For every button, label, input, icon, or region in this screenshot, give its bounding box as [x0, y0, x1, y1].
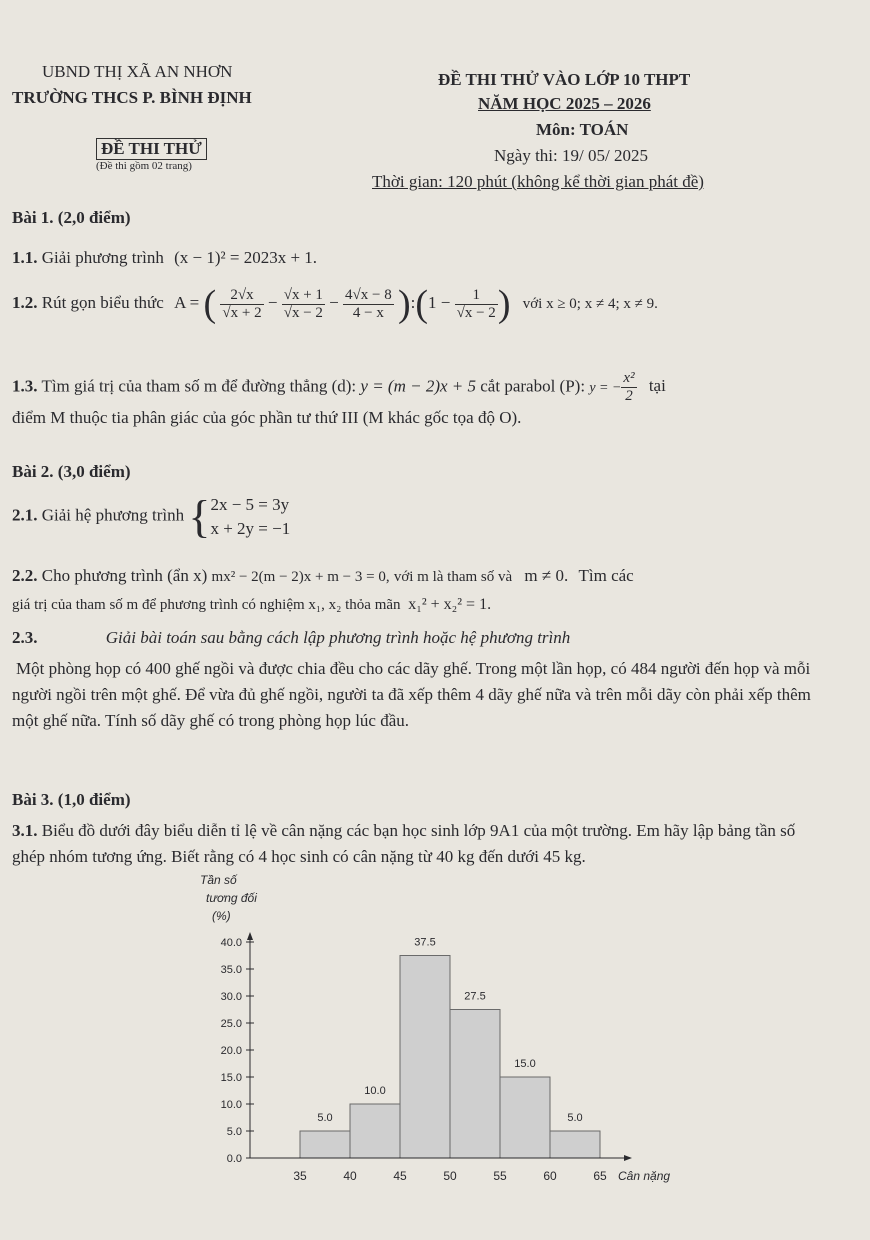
district-name: UBND THỊ XÃ AN NHƠN	[42, 62, 233, 81]
bar-value-label: 5.0	[567, 1112, 583, 1124]
question-text: Cho phương trình (ẩn x)	[41, 566, 208, 585]
question-label: 2.1.	[12, 505, 38, 525]
parabola-prefix: y = −	[589, 380, 622, 396]
denominator: √x − 2	[283, 304, 323, 321]
fraction-1	[220, 287, 263, 322]
x-axis-label: Cân nặng	[618, 1169, 671, 1183]
y-tick-label: 35.0	[220, 964, 242, 976]
question-label: 1.1.	[12, 248, 38, 267]
x-tick-label: 35	[293, 1169, 307, 1183]
exam-duration: Thời gian: 120 phút (không kể thời gian phát đề)	[372, 172, 704, 191]
bar-value-label: 15.0	[514, 1058, 536, 1070]
x-tick-label: 50	[443, 1169, 457, 1183]
y-axis-label-line: (%)	[212, 909, 231, 923]
question-text: Giải phương trình	[41, 248, 164, 267]
exam-type-label: ĐỀ THI THỬ	[96, 138, 207, 160]
histogram-bar	[350, 1104, 400, 1158]
histogram-bar	[400, 956, 450, 1159]
y-tick-label: 20.0	[220, 1045, 242, 1057]
histogram-bar	[500, 1077, 550, 1158]
section-3-title: Bài 3. (1,0 điểm)	[12, 790, 131, 809]
question-2-2	[12, 566, 634, 586]
x-tick-label: 40	[343, 1169, 357, 1183]
condition: m ≠ 0.	[524, 566, 569, 585]
question-text: Tìm giá trị của tham số m để đường thẳng (d):	[41, 376, 357, 396]
y-tick-label: 0.0	[226, 1153, 242, 1165]
question-text: giá trị của tham số m để phương trình có nghiệm x₁, x₂ thỏa mãn	[12, 597, 401, 613]
y-tick-label: 30.0	[220, 991, 242, 1003]
bar-value-label: 10.0	[364, 1085, 386, 1097]
numerator: 4√x − 8	[345, 286, 392, 303]
one-minus: 1 −	[428, 292, 451, 312]
y-axis-label	[200, 873, 257, 923]
line-equation: y = (m − 2)x + 5	[360, 376, 477, 396]
school-year: NĂM HỌC 2025 – 2026	[478, 94, 651, 113]
denominator: √x − 2	[456, 304, 496, 321]
question-text: Biểu đồ dưới đây biểu diễn tỉ lệ về cân nặng các bạn học sinh lớp 9A1 của một trường. Em hãy lập bảng tần số ghép nhóm tương ứng. Biết rằng có 4 học sinh có cân nặng từ 40 kg đến dưới 45 kg.	[12, 821, 796, 866]
paren-open: (	[203, 283, 217, 325]
paren-close: )	[497, 283, 511, 325]
question-1-3	[12, 370, 666, 405]
y-tick-label: 40.0	[220, 937, 242, 949]
paren-close: )	[397, 283, 411, 325]
histogram-bar	[550, 1131, 600, 1158]
question-3-1	[12, 818, 828, 870]
question-text: tại	[648, 376, 666, 396]
question-label: 3.1.	[12, 821, 38, 840]
question-label: 2.2.	[12, 566, 38, 585]
denominator: 4 − x	[352, 304, 384, 321]
weight-histogram	[190, 868, 690, 1198]
equation-2: x + 2y = −1	[210, 518, 291, 538]
equation: mx² − 2(m − 2)x + m − 3 = 0,	[211, 569, 390, 585]
bar-value-label: 5.0	[317, 1112, 333, 1124]
numerator: x²	[623, 370, 635, 386]
question-text: với m là tham số và	[393, 569, 513, 585]
pages-note: (Đề thi gồm 02 trang)	[96, 160, 192, 172]
question-text: Rút gọn biểu thức	[41, 292, 164, 312]
question-text: Giải hệ phương trình	[41, 505, 185, 525]
question-2-1	[12, 490, 290, 543]
x-tick-label: 65	[593, 1169, 607, 1183]
section-2-title: Bài 2. (3,0 điểm)	[12, 462, 131, 481]
condition: x₁² + x₂² = 1.	[408, 596, 492, 613]
equation: (x − 1)² = 2023x + 1.	[174, 248, 318, 267]
y-tick-label: 5.0	[226, 1126, 242, 1138]
question-2-2-line2	[12, 596, 491, 614]
numerator: √x + 1	[283, 286, 323, 303]
fraction-2	[282, 287, 325, 322]
y-tick-label: 25.0	[220, 1018, 242, 1030]
exam-date: Ngày thi: 19/ 05/ 2025	[494, 146, 648, 165]
system-brace: {	[188, 491, 211, 542]
y-tick-label: 10.0	[220, 1099, 242, 1111]
question-1-2: 1.2. Rút gọn biểu thức A = ( $\frac{2√x}{√x + 2}$ − $\frac{√x + 1}{√x - 2}$ − $\frac{4√x - 8}{4 - x}$ ):(1 − $\frac{1}{√x - 2}$ ) với x ≥ 0; x ≠ 4; x ≠ 9.	[12, 283, 658, 325]
fraction-3	[343, 287, 394, 322]
exam-title: ĐỀ THI THỬ VÀO LỚP 10 THPT	[438, 70, 691, 89]
y-axis-arrow	[247, 932, 253, 940]
equation-system	[210, 493, 290, 541]
y-axis-label-line: tương đối	[206, 891, 257, 905]
x-axis-arrow	[624, 1155, 632, 1161]
numerator: 1	[455, 287, 498, 305]
denominator: 2	[625, 388, 633, 404]
question-label: 1.3.	[12, 376, 38, 396]
parabola-fraction	[621, 370, 636, 405]
x-tick-label: 60	[543, 1169, 557, 1183]
histogram-bar	[450, 1010, 500, 1159]
y-axis-label-line: Tần số	[200, 873, 237, 887]
bar-value-label: 27.5	[464, 990, 486, 1003]
question-1-1	[12, 248, 317, 268]
question-text: cắt parabol (P):	[480, 376, 586, 396]
histogram-bar	[300, 1131, 350, 1158]
equation-1: 2x − 5 = 3y	[210, 494, 290, 514]
bar-value-label: 37.5	[414, 936, 436, 949]
y-tick-label: 15.0	[220, 1072, 242, 1084]
question-text: Tìm các	[578, 566, 634, 585]
x-tick-label: 45	[393, 1169, 407, 1183]
fraction-4	[455, 287, 498, 322]
denominator: √x + 2	[222, 304, 262, 321]
question-label: 2.3.	[12, 628, 38, 647]
condition: với x ≥ 0; x ≠ 4; x ≠ 9.	[522, 295, 658, 312]
paren-open: (	[415, 283, 429, 325]
question-1-3-line2: điểm M thuộc tia phân giác của góc phần tư thứ III (M khác gốc tọa độ O).	[12, 408, 522, 427]
section-1-title: Bài 1. (2,0 điểm)	[12, 208, 131, 227]
question-label: 1.2.	[12, 292, 38, 312]
subject: Môn: TOÁN	[536, 120, 629, 139]
expression-name: A =	[174, 292, 200, 312]
x-tick-label: 55	[493, 1169, 507, 1183]
question-instruction: Giải bài toán sau bằng cách lập phương trình hoặc hệ phương trình	[105, 628, 571, 647]
school-name: TRƯỜNG THCS P. BÌNH ĐỊNH	[12, 88, 252, 107]
question-2-3	[12, 628, 570, 648]
numerator: 2√x	[220, 287, 263, 305]
question-2-3-body: Một phòng họp có 400 ghế ngồi và được chia đều cho các dãy ghế. Trong một lần họp, có 484 người đến họp và mỗi người ngồi trên một ghế. Để vừa đủ ghế ngồi, người ta đã xếp thêm 4 dãy ghế nữa và trên mỗi dãy còn phải xếp thêm một ghế nữa. Tính số dãy ghế có trong phòng họp lúc đầu.	[12, 659, 811, 730]
